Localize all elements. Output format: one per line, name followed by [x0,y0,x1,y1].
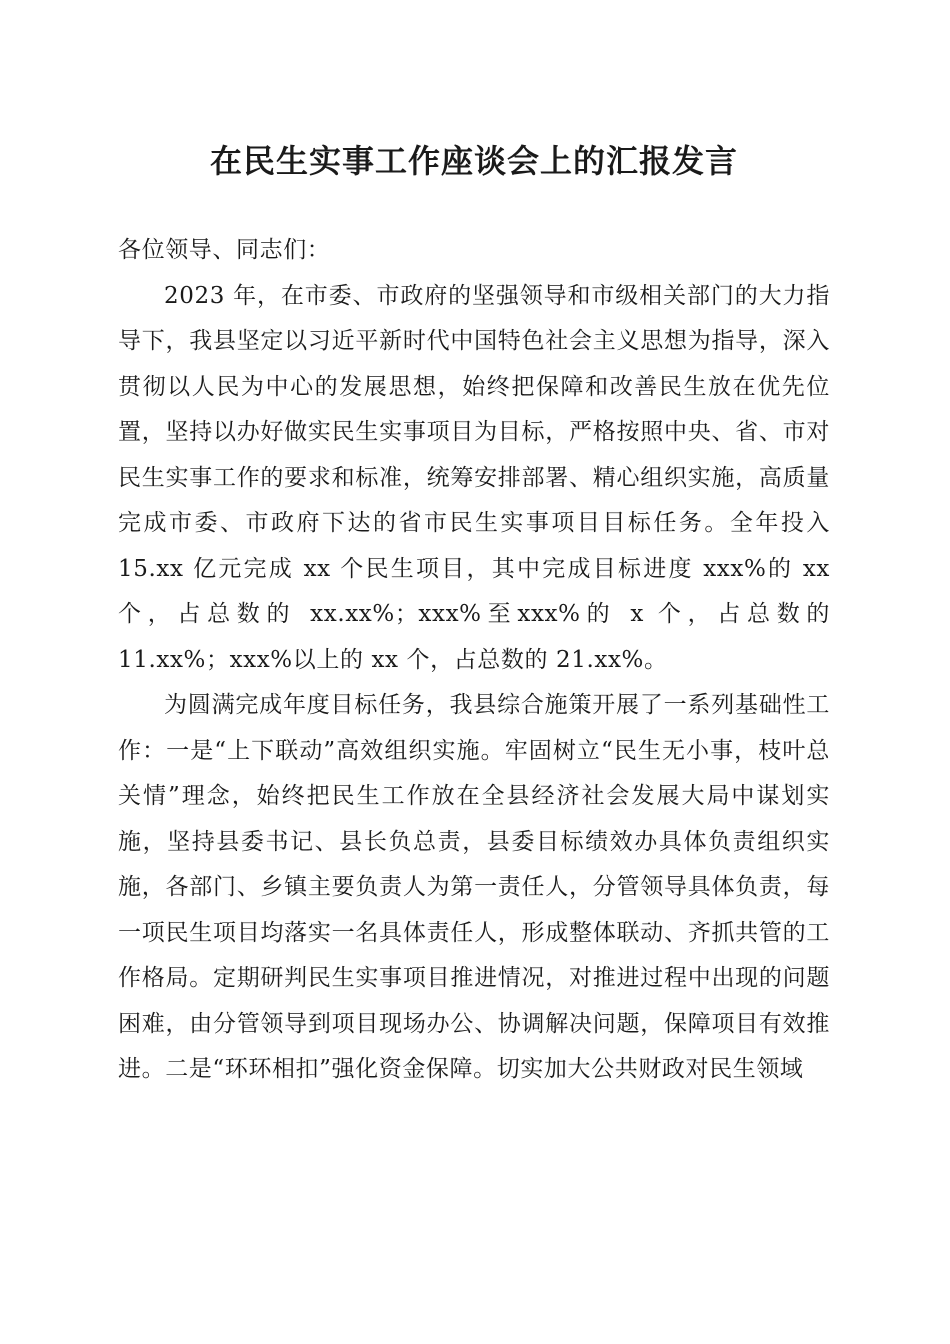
paragraph-2: 为圆满完成年度目标任务，我县综合施策开展了一系列基础性工作：一是“上下联动”高效组织实施。牢固树立“民生无小事，枝叶总关情”理念，始终把民生工作放在全县经济社会发展大局中谋划实施，坚持县委书记、县长负总责，县委目标绩效办具体负责组织实施，各部门、乡镇主要负责人为第一责任人，分管领导具体负责，每一项民生项目均落实一名具体责任人，形成整体联动、齐抓共管的工作格局。定期研判民生实事项目推进情况，对推进过程中出现的问题困难，由分管领导到项目现场办公、协调解决问题，保障项目有效推进。二是“环环相扣”强化资金保障。切实加大公共财政对民生领域 [118,692,830,1082]
salutation: 各位领导、同志们： [118,237,331,263]
paragraph-1: 2023 年，在市委、市政府的坚强领导和市级相关部门的大力指导下，我县坚定以习近平新时代中国特色社会主义思想为指导，深入贯彻以人民为中心的发展思想，始终把保障和改善民生放在优先位置，坚持以办好做实民生实事项目为目标，严格按照中央、省、市对民生实事工作的要求和标准，统筹安排部署、精心组织实施，高质量完成市委、市政府下达的省市民生实事项目目标任务。全年投入 15.xx 亿元完成 xx 个民生项目，其中完成目标进度 xxx%的 xx 个，占总数的 xx.xx%；xxx%至xxx%的 x 个，占总数的 11.xx%；xxx%以上的 xx 个，占总数的 21.xx%。 [118,282,830,673]
document-title: 在民生实事工作座谈会上的汇报发言 [209,142,738,180]
document-body [118,228,830,1093]
